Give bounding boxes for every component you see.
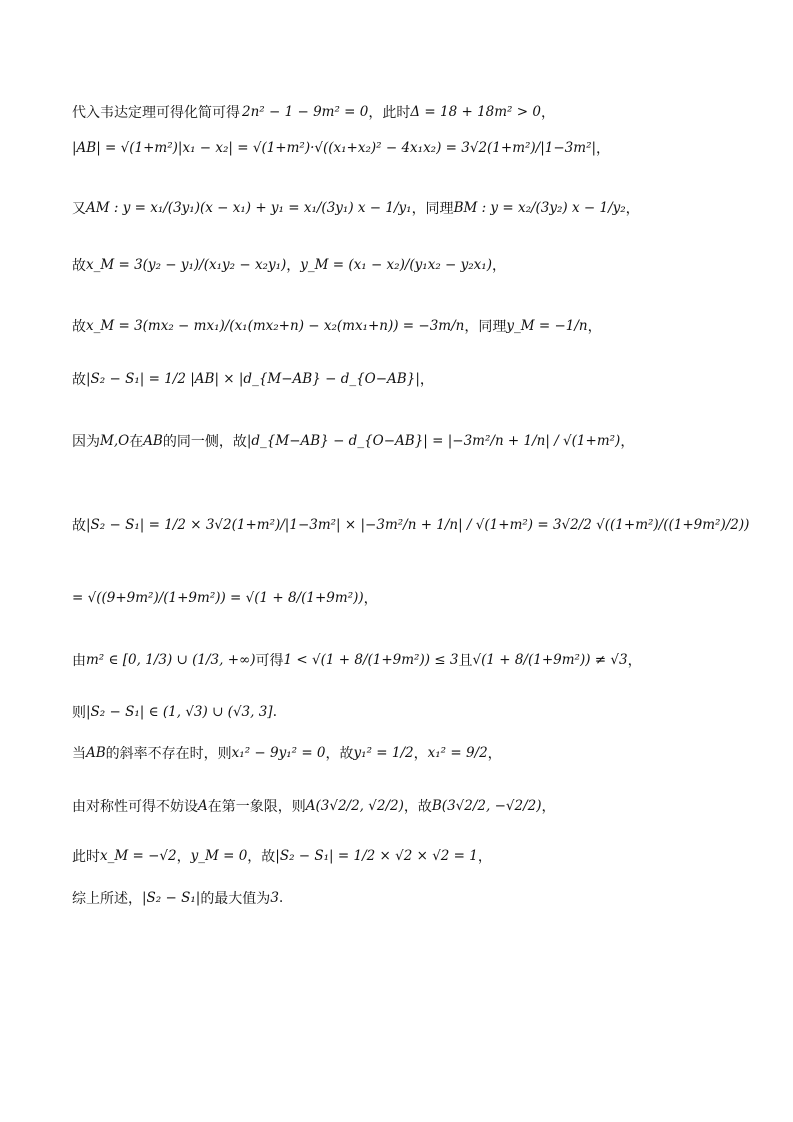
- text: ，: [625, 201, 640, 217]
- equation: y_M = −1/n: [506, 318, 588, 334]
- text: ，: [587, 319, 602, 335]
- equation: |S₂ − S₁| = 1/2 × √2 × √2 = 1: [275, 848, 478, 864]
- equation: x_M = −√2: [100, 848, 177, 864]
- equation: BM : y = x₂/(3y₂) x − 1/y₂: [453, 200, 626, 216]
- line-7: [72, 431, 634, 451]
- line-6: [72, 369, 434, 389]
- text: 故: [72, 372, 86, 388]
- equation: = √((9+9m²)/(1+9m²)) = √(1 + 8/(1+9m²)): [72, 590, 364, 606]
- text: 因为: [72, 434, 100, 450]
- line-15: [72, 888, 283, 908]
- text: ，同理: [464, 319, 507, 335]
- equation: x₁² − 9y₁² = 0: [231, 745, 326, 761]
- equation: y_M = 0: [190, 848, 248, 864]
- text: ，: [540, 105, 555, 121]
- text: 可得: [255, 653, 284, 669]
- text: 的最大值为: [200, 891, 271, 907]
- equation: 2n² − 1 − 9m² = 0: [242, 104, 369, 120]
- text: ，: [477, 849, 492, 865]
- equation: M,O: [100, 433, 130, 449]
- text: 此时: [72, 849, 100, 865]
- equation: |d_{M−AB} − d_{O−AB}| = |−3m²/n + 1/n| / √(1+m²): [246, 433, 621, 449]
- equation: AB: [86, 745, 106, 761]
- equation: AM : y = x₁/(3y₁)(x − x₁) + y₁ = x₁/(3y₁) x − 1/y₁: [86, 200, 412, 216]
- text: 在: [129, 434, 144, 450]
- line-10: [72, 650, 642, 670]
- text: ，故: [403, 799, 432, 815]
- equation: AB: [143, 433, 163, 449]
- text: ，: [286, 258, 301, 274]
- line-1: [72, 102, 555, 122]
- line-2: [72, 138, 610, 158]
- text: 故: [72, 518, 86, 534]
- equation: 3: [270, 890, 279, 906]
- line-8: [72, 515, 749, 535]
- text: ，: [627, 653, 642, 669]
- equation: B(3√2/2, −√2/2): [431, 798, 542, 814]
- text: ，: [176, 849, 191, 865]
- text: ，: [363, 591, 378, 607]
- equation: m² ∈ [0, 1/3) ∪ (1/3, +∞): [86, 652, 256, 668]
- text: 代入韦达定理可得化简可得: [72, 105, 240, 121]
- line-13: [72, 796, 555, 816]
- text: 且: [458, 653, 473, 669]
- text: 则: [72, 705, 86, 721]
- text: 的斜率不存在时，则: [105, 746, 232, 762]
- text: 故: [72, 319, 86, 335]
- text: ，此时: [368, 105, 411, 121]
- text: .: [278, 890, 284, 906]
- text: ，: [419, 372, 434, 388]
- equation: |S₂ − S₁| = 1/2 |AB| × |d_{M−AB} − d_{O−AB}|: [86, 371, 420, 387]
- line-11: [72, 702, 277, 722]
- text: 当: [72, 746, 86, 762]
- equation: y₁² = 1/2: [353, 745, 414, 761]
- equation: y_M = (x₁ − x₂)/(y₁x₂ − y₂x₁): [300, 257, 492, 273]
- text: ，故: [247, 849, 276, 865]
- equation: √(1 + 8/(1+9m²)) ≠ √3: [472, 652, 628, 668]
- equation: |S₂ − S₁| = 1/2 × 3√2(1+m²)/|1−3m²| × |−3m²/n + 1/n| / √(1+m²) = 3√2/2 √((1+m²)/((1+9m²)/2)): [86, 517, 750, 533]
- equation: A: [198, 798, 208, 814]
- text: ，: [491, 258, 506, 274]
- text: ，: [620, 434, 635, 450]
- equation: x_M = 3(y₂ − y₁)/(x₁y₂ − x₂y₁): [86, 257, 287, 273]
- text: ，同理: [411, 201, 454, 217]
- text: 综上所述，: [72, 891, 142, 907]
- line-12: [72, 743, 502, 763]
- line-9: [72, 588, 378, 608]
- equation: x_M = 3(mx₂ − mx₁)/(x₁(mx₂+n) − x₂(mx₁+n)) = −3m/n: [86, 318, 465, 334]
- text: ，: [487, 746, 502, 762]
- equation: |AB| = √(1+m²)|x₁ − x₂| = √(1+m²)·√((x₁+x₂)² − 4x₁x₂) = 3√2(1+m²)/|1−3m²|: [72, 140, 597, 156]
- line-5: [72, 316, 602, 336]
- equation: |S₂ − S₁| ∈ (1, √3) ∪ (√3, 3]: [86, 704, 273, 720]
- text: ，: [413, 746, 428, 762]
- equation: |S₂ − S₁|: [142, 890, 201, 906]
- text: 在第一象限，则: [207, 799, 306, 815]
- equation: Δ = 18 + 18m² > 0: [410, 104, 541, 120]
- equation: x₁² = 9/2: [427, 745, 488, 761]
- text: ，故: [325, 746, 354, 762]
- line-3: [72, 198, 640, 218]
- line-4: [72, 255, 506, 275]
- text: ，: [596, 141, 611, 157]
- text: ，: [541, 799, 556, 815]
- equation: 1 < √(1 + 8/(1+9m²)) ≤ 3: [283, 652, 459, 668]
- equation: A(3√2/2, √2/2): [305, 798, 404, 814]
- text: 由对称性可得不妨设: [72, 799, 198, 815]
- text: 的同一侧，故: [162, 434, 247, 450]
- text: 由: [72, 653, 86, 669]
- text: 故: [72, 258, 86, 274]
- text: .: [272, 704, 278, 720]
- line-14: [72, 846, 492, 866]
- text: 又: [72, 201, 86, 217]
